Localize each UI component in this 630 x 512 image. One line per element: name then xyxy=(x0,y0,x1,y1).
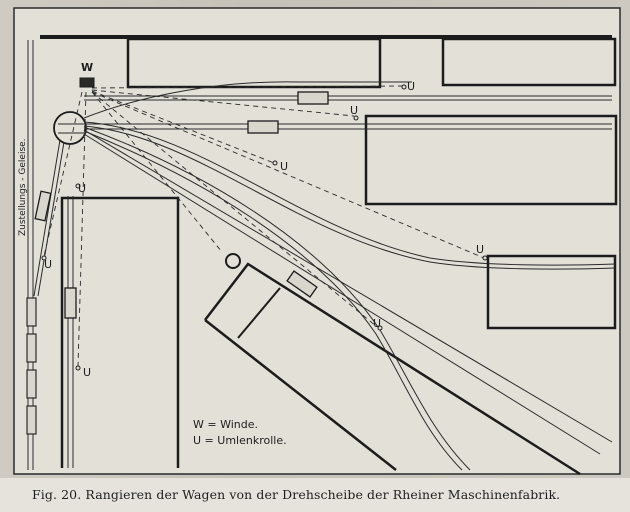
legend-winch: W = Winde. xyxy=(193,418,258,431)
pulley-label-5: U xyxy=(373,317,382,330)
pulley-label-3: U xyxy=(280,160,289,173)
wagon-2 xyxy=(248,121,278,133)
figure-caption xyxy=(32,487,560,502)
pulley-label-6: U xyxy=(83,366,92,379)
pulley-label-4: U xyxy=(476,243,485,256)
winch-symbol xyxy=(80,78,94,87)
legend-pulley: U = Umlenkrolle. xyxy=(193,434,287,447)
pulley-label-2: U xyxy=(350,104,359,117)
winch-label: W xyxy=(81,61,94,74)
pulley-label-1: U xyxy=(407,80,416,93)
figure-title: Rangieren der Wagen von der Drehscheibe der Rheiner Maschinenfabrik. xyxy=(85,487,561,502)
wagon-4 xyxy=(65,288,76,318)
wagon-1 xyxy=(298,92,328,104)
plate-paper xyxy=(14,8,620,474)
siding-label: Zustellungs - Geleise. xyxy=(18,138,28,236)
pulley-label-8: U xyxy=(78,182,87,195)
figure-number: Fig. 20. xyxy=(32,487,82,502)
pulley-label-7: U xyxy=(44,258,53,271)
